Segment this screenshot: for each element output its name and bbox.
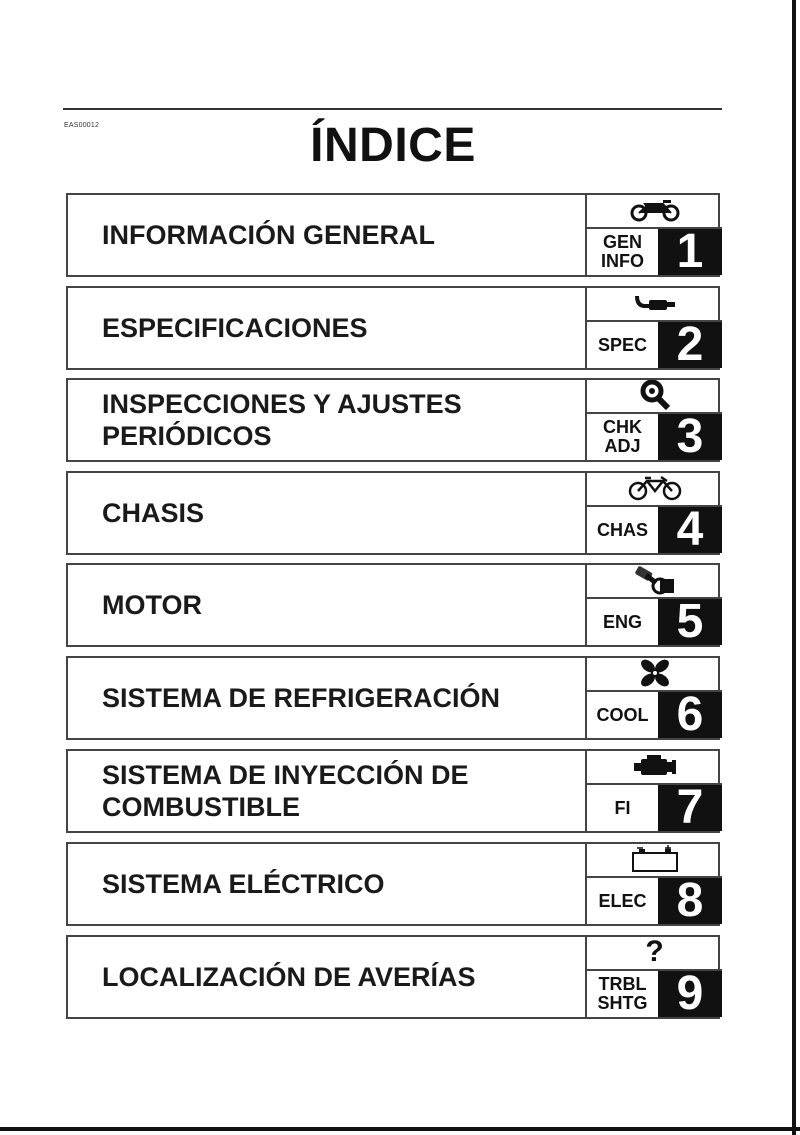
battery-icon	[587, 842, 722, 878]
section-abbreviation: CHAS	[596, 519, 648, 540]
toc-entry-general-info[interactable]	[66, 193, 720, 277]
section-tab[interactable]	[585, 656, 722, 740]
section-abbreviation: SPEC	[597, 334, 648, 355]
section-abbreviation: FI	[614, 797, 631, 818]
section-number: 4	[658, 507, 722, 553]
section-abbreviation: CHK ADJ	[603, 417, 642, 456]
section-tab[interactable]	[585, 286, 722, 370]
section-abbreviation: ENG	[602, 611, 642, 632]
engine-piston-icon	[587, 563, 722, 599]
entry-title: ESPECIFICACIONES	[102, 313, 368, 343]
entry-title: INSPECCIONES Y AJUSTES PERIÓDICOS	[102, 389, 462, 451]
section-tab[interactable]	[585, 935, 722, 1019]
question-mark-glyph: ?	[645, 935, 664, 968]
section-number: 1	[658, 229, 722, 275]
section-tab[interactable]	[585, 563, 722, 647]
header-rule	[63, 108, 722, 110]
engine-block-icon	[587, 749, 722, 785]
section-number: 6	[658, 692, 722, 738]
entry-title: SISTEMA ELÉCTRICO	[102, 869, 385, 899]
section-number: 8	[658, 878, 722, 924]
wrench-tool-icon	[587, 286, 722, 322]
toc-entry-fuel-injection[interactable]	[66, 749, 720, 833]
section-abbreviation: GEN INFO	[601, 232, 644, 271]
section-number: 2	[658, 322, 722, 368]
section-tab[interactable]	[585, 842, 722, 926]
entry-title: INFORMACIÓN GENERAL	[102, 220, 435, 250]
section-abbreviation: ELEC	[598, 890, 647, 911]
section-abbreviation: TRBL SHTG	[597, 974, 648, 1013]
fan-icon	[587, 656, 722, 692]
page-edge-right	[792, 0, 796, 1135]
section-tab[interactable]	[585, 378, 722, 462]
toc-entry-engine[interactable]	[66, 563, 720, 647]
toc-entry-specifications[interactable]	[66, 286, 720, 370]
toc-entry-cooling[interactable]	[66, 656, 720, 740]
toc-entry-electrical[interactable]	[66, 842, 720, 926]
spanner-icon	[587, 378, 722, 414]
section-abbreviation: COOL	[596, 704, 649, 725]
page-edge-bottom	[0, 1127, 800, 1131]
entry-title: MOTOR	[102, 590, 202, 620]
section-tab[interactable]	[585, 471, 722, 555]
section-number: 7	[658, 785, 722, 831]
toc-entry-chassis[interactable]	[66, 471, 720, 555]
question-mark-icon	[587, 935, 722, 971]
entry-title: SISTEMA DE REFRIGERACIÓN	[102, 683, 501, 713]
entry-title: CHASIS	[102, 498, 205, 528]
page-title: ÍNDICE	[310, 119, 476, 172]
section-number: 3	[658, 414, 722, 460]
entry-title: LOCALIZACIÓN DE AVERÍAS	[102, 962, 476, 992]
toc-entry-inspections[interactable]	[66, 378, 720, 462]
section-tab[interactable]	[585, 749, 722, 833]
bicycle-frame-icon	[587, 471, 722, 507]
section-number: 5	[658, 599, 722, 645]
entry-title: SISTEMA DE INYECCIÓN DE COMBUSTIBLE	[102, 760, 469, 822]
document-code: EAS00012	[64, 122, 100, 129]
section-tab[interactable]	[585, 193, 722, 277]
section-number: 9	[658, 971, 722, 1017]
toc-entry-troubleshooting[interactable]	[66, 935, 720, 1019]
motorcycle-icon	[587, 193, 722, 229]
